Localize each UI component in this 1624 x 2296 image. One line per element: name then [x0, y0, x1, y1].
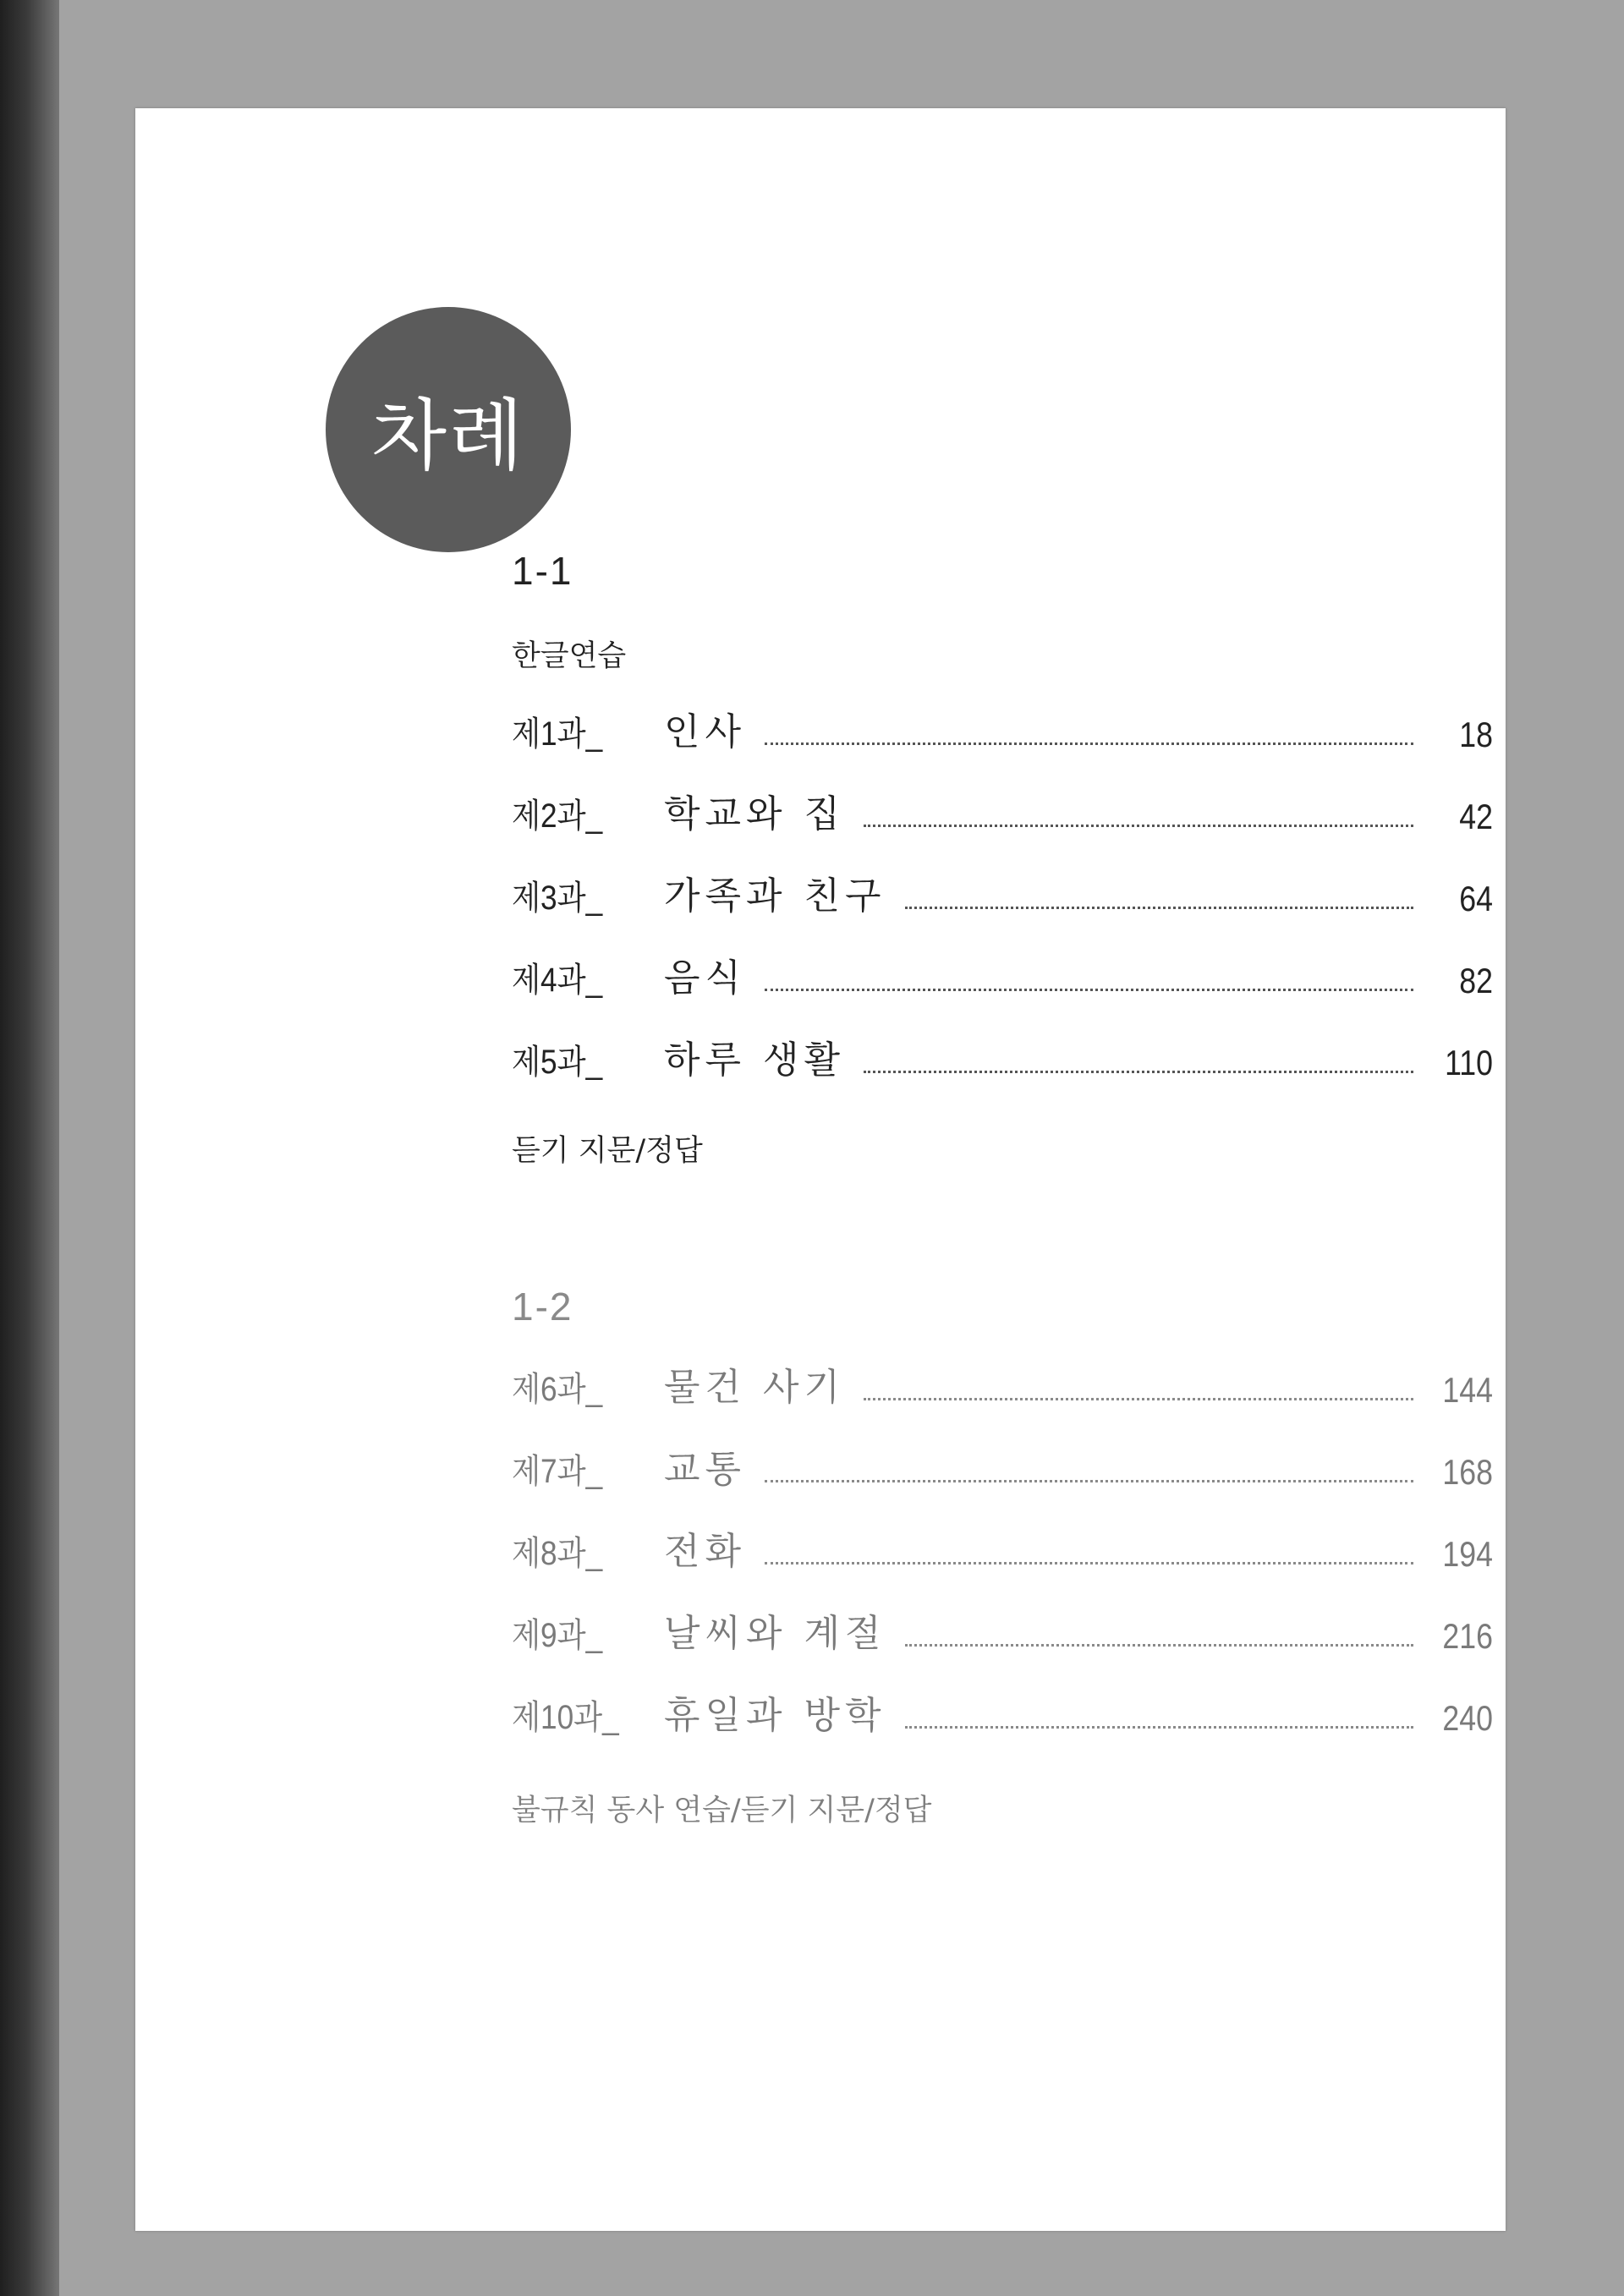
- lesson-number: 제5과_: [512, 1044, 603, 1081]
- page-number: 82: [1459, 961, 1493, 1000]
- lesson-title: 음식: [664, 956, 747, 1000]
- page-number: 168: [1442, 1452, 1493, 1492]
- toc-entry[interactable]: [512, 1688, 1493, 1739]
- toc-entry[interactable]: [512, 1524, 1493, 1575]
- page-number: 144: [1442, 1370, 1493, 1410]
- page-number: 42: [1459, 797, 1493, 836]
- lesson-number: 제1과_: [512, 715, 603, 753]
- page-number: 216: [1442, 1616, 1493, 1656]
- toc-entry[interactable]: [512, 1360, 1493, 1411]
- lesson-number: 제10과_: [512, 1699, 619, 1736]
- lesson-number: 제7과_: [512, 1453, 603, 1490]
- lesson-title: 교통: [664, 1448, 747, 1491]
- lesson-title: 전화: [664, 1530, 747, 1573]
- lesson-title: 휴일과 방학: [664, 1694, 886, 1737]
- section-appendix-1-2: 불규칙 동사 연습/듣기 지문/정답: [512, 1794, 932, 1827]
- section-intro-1-1: 한글연습: [512, 639, 627, 673]
- section-appendix-1-1: 듣기 지문/정답: [512, 1134, 703, 1168]
- page-number: 194: [1442, 1534, 1493, 1574]
- toc-entry[interactable]: [512, 704, 1493, 755]
- page-number: 64: [1459, 879, 1493, 918]
- lesson-title: 날씨와 계절: [664, 1612, 886, 1655]
- lesson-title: 학교와 집: [664, 792, 846, 836]
- page-number: 18: [1459, 715, 1493, 754]
- lesson-title: 물건 사기: [664, 1366, 846, 1409]
- lesson-number: 제4과_: [512, 962, 603, 999]
- dot-leader: [864, 825, 1413, 827]
- book-page: [135, 108, 1506, 2231]
- toc-entry[interactable]: [512, 1033, 1493, 1083]
- dot-leader: [864, 1398, 1413, 1400]
- page-number: 240: [1442, 1698, 1493, 1738]
- toc-entry[interactable]: [512, 1442, 1493, 1493]
- toc-entry[interactable]: [512, 951, 1493, 1001]
- dot-leader: [905, 1644, 1413, 1647]
- dot-leader: [765, 1562, 1413, 1564]
- toc-entry[interactable]: [512, 869, 1493, 919]
- section-heading-1-1: 1-1: [512, 549, 573, 593]
- lesson-title: 하루 생활: [664, 1038, 846, 1082]
- lesson-number: 제8과_: [512, 1535, 603, 1572]
- page-title-badge: [326, 307, 571, 552]
- dot-leader: [765, 1480, 1413, 1482]
- dot-leader: [905, 907, 1413, 909]
- dot-leader: [765, 989, 1413, 991]
- lesson-number: 제2과_: [512, 797, 603, 835]
- toc-entry[interactable]: [512, 1606, 1493, 1657]
- page-number: 110: [1445, 1043, 1493, 1082]
- dot-leader: [864, 1071, 1413, 1073]
- lesson-number: 제6과_: [512, 1371, 603, 1408]
- lesson-title: 인사: [664, 710, 747, 753]
- lesson-title: 가족과 친구: [664, 874, 886, 918]
- lesson-number: 제9과_: [512, 1617, 603, 1654]
- dot-leader: [905, 1726, 1413, 1729]
- page-title: 차례: [371, 391, 525, 481]
- dot-leader: [765, 743, 1413, 745]
- toc-entry[interactable]: [512, 786, 1493, 837]
- section-heading-1-2: 1-2: [512, 1285, 573, 1329]
- lesson-number: 제3과_: [512, 879, 603, 917]
